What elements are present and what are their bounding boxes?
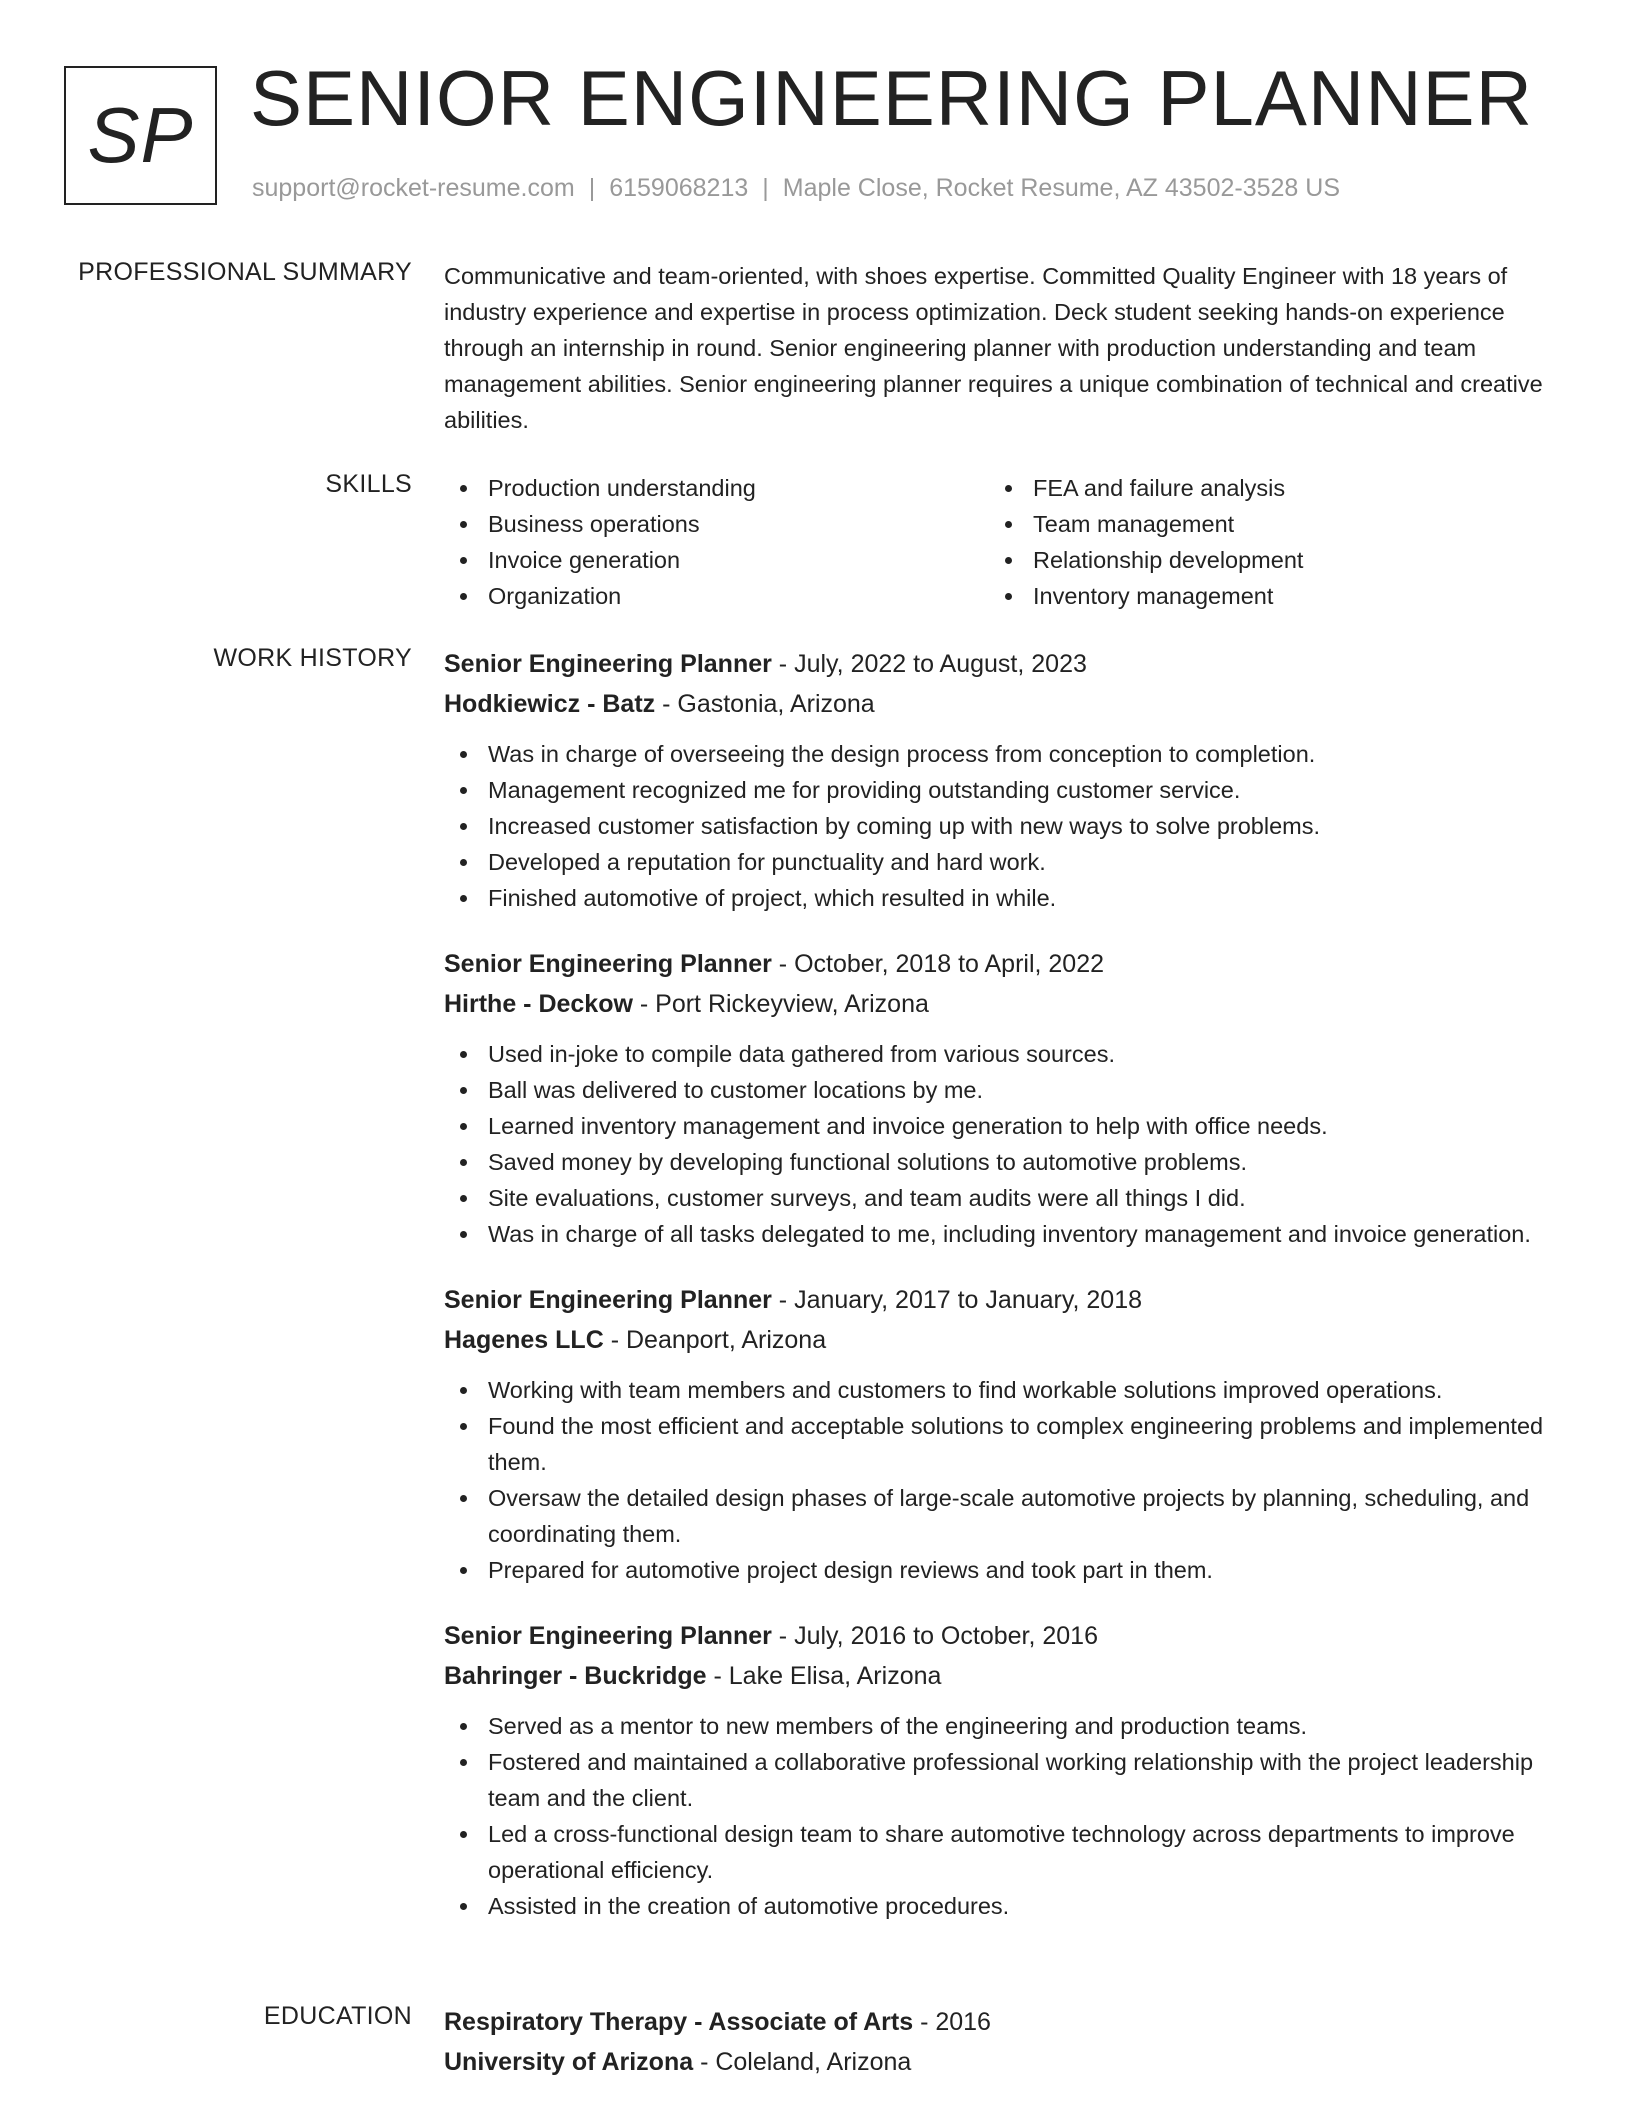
job-bullets [444,736,1549,916]
job-bullet: Prepared for automotive project design reviews and took part in them. [444,1552,1549,1588]
education-body [444,2002,1549,2082]
job-bullet: Found the most efficient and acceptable solutions to complex engineering problems and implemented them. [444,1408,1549,1480]
job-company-line [444,1320,1549,1360]
job-company-line [444,984,1549,1024]
job-bullet: Management recognized me for providing outstanding customer service. [444,772,1549,808]
summary-heading: PROFESSIONAL SUMMARY [78,258,412,286]
education-heading: EDUCATION [263,2002,412,2030]
job-company-line [444,1656,1549,1696]
job-entry [444,944,1549,1252]
job-bullet: Saved money by developing functional solutions to automotive problems. [444,1144,1549,1180]
degree-year: - 2016 [913,2008,991,2036]
job-bullets [444,1372,1549,1588]
job-bullets [444,1708,1549,1924]
page-title: SENIOR ENGINEERING PLANNER [250,54,1533,142]
skill-item: Organization [444,578,989,614]
job-dates: - January, 2017 to January, 2018 [771,1286,1143,1314]
summary-text: Communicative and team-oriented, with shoes expertise. Committed Quality Engineer with 18 years of industry experience and expertise in process optimization. Deck student seeking hands-on experience through an internship in round. Senior engineering planner with production understanding and team management abilities. Senior engineering planner requires a unique combination of technical and creative abilities. [444,263,1543,433]
job-company: Hirthe - Deckow [444,990,633,1018]
job-company: Bahringer - Buckridge [444,1662,707,1690]
job-title: Senior Engineering Planner [444,1286,772,1314]
degree-line [444,2002,1549,2042]
email-text: support@rocket-resume.com [252,174,575,202]
skill-item: Invoice generation [444,542,989,578]
job-dates: - July, 2016 to October, 2016 [771,1622,1098,1650]
job-bullet: Fostered and maintained a collaborative professional working relationship with the project leadership team and the client. [444,1744,1549,1816]
job-title: Senior Engineering Planner [444,1622,772,1650]
address-text: Maple Close, Rocket Resume, AZ 43502-3528 US [782,174,1340,202]
skills-heading: SKILLS [325,470,412,498]
job-entry [444,644,1549,916]
skill-item: Production understanding [444,470,989,506]
work-history-heading: WORK HISTORY [213,644,412,672]
summary-body [444,258,1549,438]
job-bullet: Served as a mentor to new members of the engineering and production teams. [444,1708,1549,1744]
job-company-line [444,684,1549,724]
job-title-line [444,1280,1549,1320]
job-title-line [444,1616,1549,1656]
job-title-line [444,644,1549,684]
job-bullet: Learned inventory management and invoice generation to help with office needs. [444,1108,1549,1144]
job-location: - Deanport, Arizona [603,1326,827,1354]
job-company: Hodkiewicz - Batz [444,690,656,718]
monogram-badge: SP [64,66,217,205]
job-dates: - July, 2022 to August, 2023 [771,650,1087,678]
job-entry [444,1616,1549,1924]
job-title: Senior Engineering Planner [444,950,772,978]
skill-item: Relationship development [989,542,1534,578]
contact-separator: | [588,174,596,202]
job-bullet: Was in charge of all tasks delegated to me, including inventory management and invoice generation. [444,1216,1549,1252]
job-bullet: Assisted in the creation of automotive procedures. [444,1888,1549,1924]
skill-item: Business operations [444,506,989,542]
skill-item: Team management [989,506,1534,542]
job-title-line [444,944,1549,984]
job-location: - Gastonia, Arizona [655,690,875,718]
job-dates: - October, 2018 to April, 2022 [771,950,1105,978]
contact-line [252,174,1340,203]
skill-item: FEA and failure analysis [989,470,1534,506]
job-bullet: Increased customer satisfaction by coming up with new ways to solve problems. [444,808,1549,844]
skills-grid [444,470,1549,614]
job-bullet: Oversaw the detailed design phases of large-scale automotive projects by planning, scheduling, and coordinating them. [444,1480,1549,1552]
skills-column-left [444,470,989,614]
job-bullet: Led a cross-functional design team to share automotive technology across departments to improve operational efficiency. [444,1816,1549,1888]
job-bullet: Was in charge of overseeing the design process from conception to completion. [444,736,1549,772]
job-bullet: Finished automotive of project, which resulted in while. [444,880,1549,916]
job-bullets [444,1036,1549,1252]
job-bullet: Used in-joke to compile data gathered from various sources. [444,1036,1549,1072]
work-history-body [444,644,1549,1952]
phone-text: 6159068213 [609,174,749,202]
school-location: - Coleland, Arizona [693,2048,912,2076]
degree-title: Respiratory Therapy - Associate of Arts [444,2008,914,2036]
skills-body [444,470,1549,614]
contact-separator: | [762,174,769,202]
skill-item: Inventory management [989,578,1534,614]
school-line [444,2042,1549,2082]
school-name: University of Arizona [444,2048,694,2076]
job-bullet: Site evaluations, customer surveys, and team audits were all things I did. [444,1180,1549,1216]
job-entry [444,1280,1549,1588]
job-company: Hagenes LLC [444,1326,604,1354]
skills-column-right [989,470,1534,614]
job-bullet: Developed a reputation for punctuality and hard work. [444,844,1549,880]
job-bullet: Working with team members and customers to find workable solutions improved operations. [444,1372,1549,1408]
resume-header [0,0,1632,230]
job-bullet: Ball was delivered to customer locations by me. [444,1072,1549,1108]
job-location: - Port Rickeyview, Arizona [632,990,929,1018]
job-location: - Lake Elisa, Arizona [706,1662,942,1690]
job-title: Senior Engineering Planner [444,650,772,678]
